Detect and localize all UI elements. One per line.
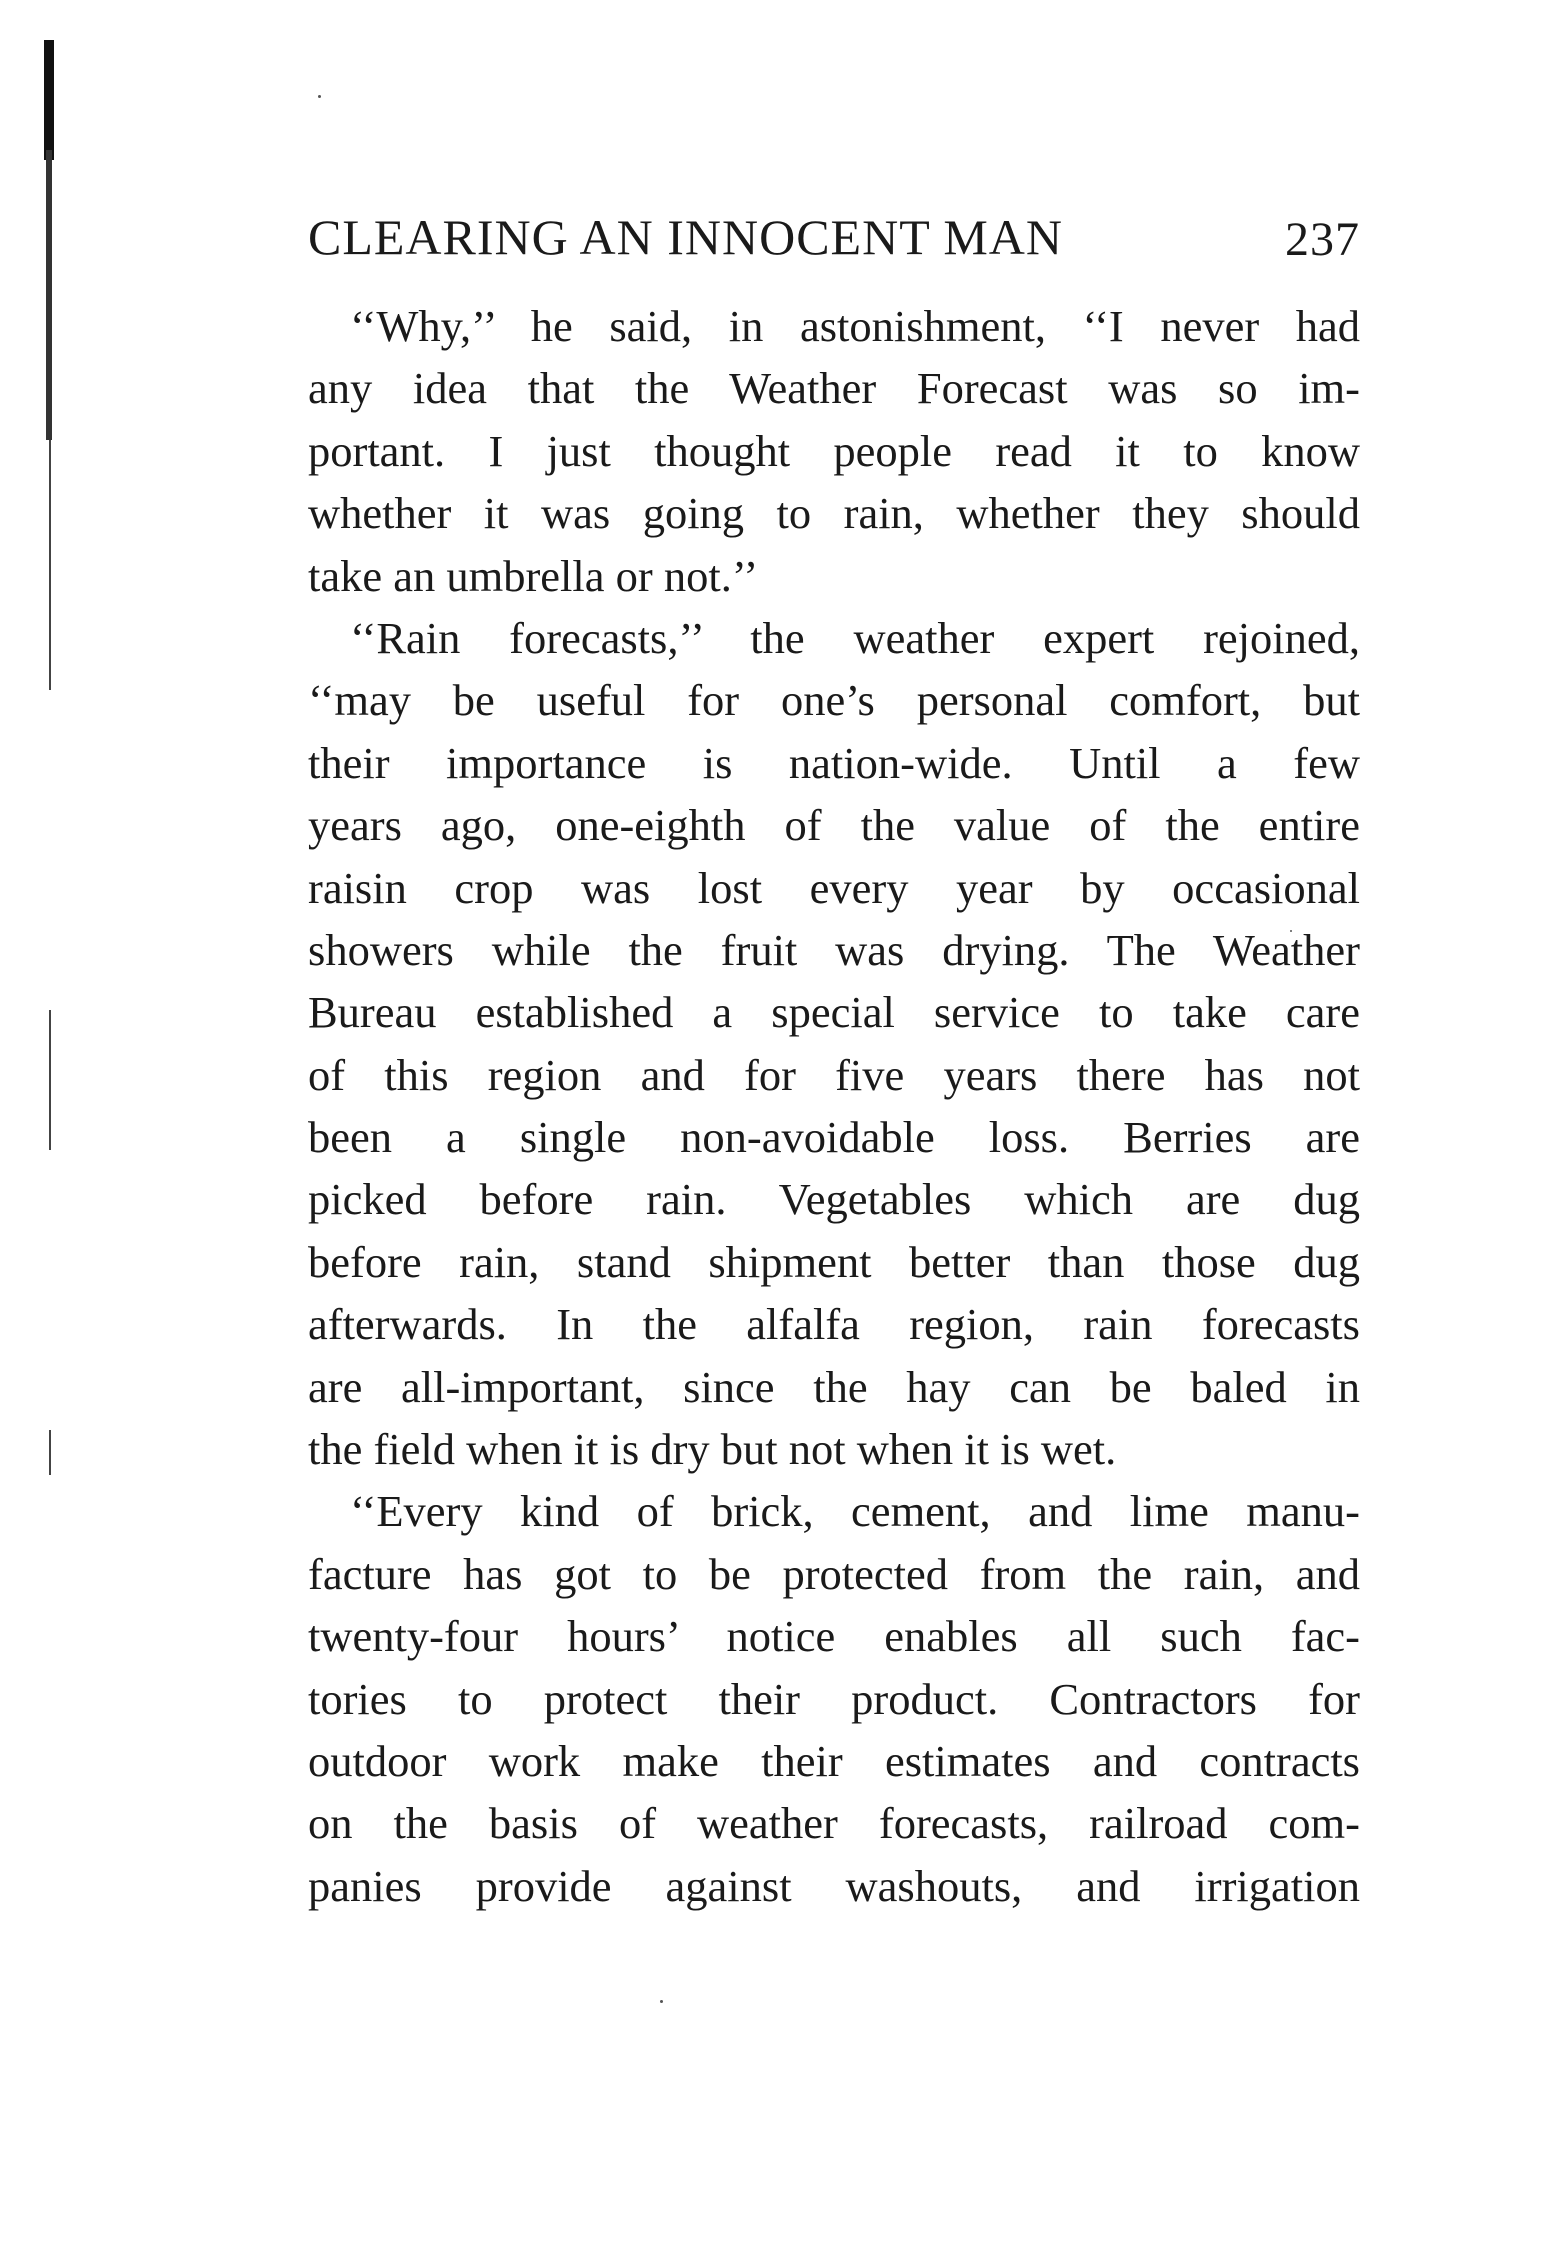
scan-speck <box>318 95 321 98</box>
binding-shadow-main <box>46 150 52 440</box>
binding-mark-mid <box>49 1010 51 1150</box>
page-number: 237 <box>1285 213 1360 266</box>
text-line: on the basis of weather forecasts, railroad com- <box>308 1798 1360 1849</box>
text-line: raisin crop was lost every year by occasional <box>308 862 1360 913</box>
text-line: the field when it is dry but not when it is wet. <box>308 1424 1117 1475</box>
text-line: any idea that the Weather Forecast was so im- <box>308 363 1360 414</box>
text-line: picked before rain. Vegetables which are dug <box>308 1174 1360 1225</box>
text-line: outdoor work make their estimates and contracts <box>308 1735 1360 1786</box>
text-line: before rain, stand shipment better than those dug <box>308 1236 1360 1287</box>
binding-shadow-top <box>44 40 54 160</box>
text-line: panies provide against washouts, and irrigation <box>308 1860 1360 1911</box>
text-line: Bureau established a special service to take care <box>308 987 1360 1038</box>
text-line: showers while the fruit was drying. The Weather <box>308 924 1360 975</box>
running-head: CLEARING AN INNOCENT MAN <box>308 209 1064 265</box>
text-line: afterwards. In the alfalfa region, rain forecasts <box>308 1299 1360 1350</box>
text-line: of this region and for five years there has not <box>308 1049 1360 1100</box>
text-line: ‘‘may be useful for one’s personal comfort, but <box>308 675 1360 726</box>
text-line: facture has got to be protected from the rain, and <box>308 1548 1360 1599</box>
text-line: whether it was going to rain, whether they should <box>308 488 1360 539</box>
binding-shadow-thin <box>49 440 51 690</box>
scan-speck <box>660 2000 663 2003</box>
text-line: portant. I just thought people read it to know <box>308 425 1360 476</box>
text-line: ‘‘Every kind of brick, cement, and lime manu- <box>350 1486 1360 1537</box>
text-line: take an umbrella or not.’’ <box>308 550 759 601</box>
body-text <box>308 295 1360 1917</box>
text-line: ‘‘Why,’’ he said, in astonishment, ‘‘I never had <box>350 301 1360 351</box>
text-line: twenty-four hours’ notice enables all such fac- <box>308 1611 1360 1662</box>
text-line: been a single non-avoidable loss. Berries are <box>308 1112 1360 1163</box>
text-line: ‘‘Rain forecasts,’’ the weather expert rejoined, <box>350 612 1360 663</box>
text-line: tories to protect their product. Contractors for <box>308 1673 1360 1724</box>
text-line: are all-important, since the hay can be baled in <box>308 1361 1360 1412</box>
text-line: years ago, one-eighth of the value of the entire <box>308 800 1360 851</box>
page-header <box>308 208 1360 278</box>
binding-mark-low <box>49 1430 51 1475</box>
text-line: their importance is nation-wide. Until a few <box>308 737 1360 788</box>
